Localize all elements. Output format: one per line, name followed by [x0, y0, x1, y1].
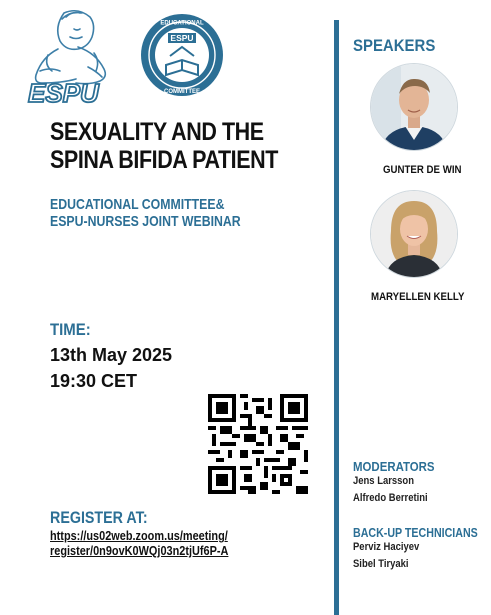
time-label: TIME:	[50, 320, 91, 339]
speaker-photo-maryellen-kelly	[370, 190, 458, 278]
speaker-photo-gunter-de-win	[370, 63, 458, 151]
moderator-name: Jens Larsson	[353, 475, 414, 487]
moderators-heading: MODERATORS	[353, 459, 435, 474]
svg-text:COMMITTEE: COMMITTEE	[164, 89, 200, 95]
webinar-subtitle	[50, 196, 241, 230]
registration-link[interactable]	[50, 528, 228, 558]
registration-qr-code[interactable]	[208, 394, 308, 494]
registration-link-line-2[interactable]: register/0n9ovK0WQj03n2tjUf6P-A	[50, 543, 229, 558]
svg-text:ESPU: ESPU	[28, 78, 99, 105]
webinar-title	[50, 118, 278, 174]
espu-logo	[18, 5, 130, 105]
event-time: 19:30 CET	[50, 371, 138, 391]
speaker-name: GUNTER DE WIN	[383, 164, 462, 176]
technician-name: Sibel Tiryaki	[353, 558, 409, 570]
svg-text:EDUCATIONAL: EDUCATIONAL	[160, 20, 204, 27]
educational-committee-seal	[140, 13, 224, 97]
svg-text:ESPU: ESPU	[170, 33, 194, 43]
technician-name: Perviz Haciyev	[353, 541, 420, 553]
column-divider	[334, 20, 339, 615]
moderator-name: Alfredo Berretini	[353, 492, 428, 504]
event-date: 13th May 2025	[50, 345, 173, 365]
register-label: REGISTER AT:	[50, 508, 148, 527]
technicians-heading: BACK-UP TECHNICIANS	[353, 525, 478, 540]
speaker-name: MARYELLEN KELLY	[371, 291, 465, 303]
title-line-1: SEXUALITY AND THE	[50, 118, 264, 146]
title-line-2: SPINA BIFIDA PATIENT	[50, 146, 278, 174]
registration-link-line-1[interactable]: https://us02web.zoom.us/meeting/	[50, 528, 228, 543]
subtitle-line-2: ESPU-NURSES JOINT WEBINAR	[50, 213, 241, 230]
speakers-heading: SPEAKERS	[353, 36, 436, 55]
subtitle-line-1: EDUCATIONAL COMMITTEE&	[50, 196, 225, 213]
